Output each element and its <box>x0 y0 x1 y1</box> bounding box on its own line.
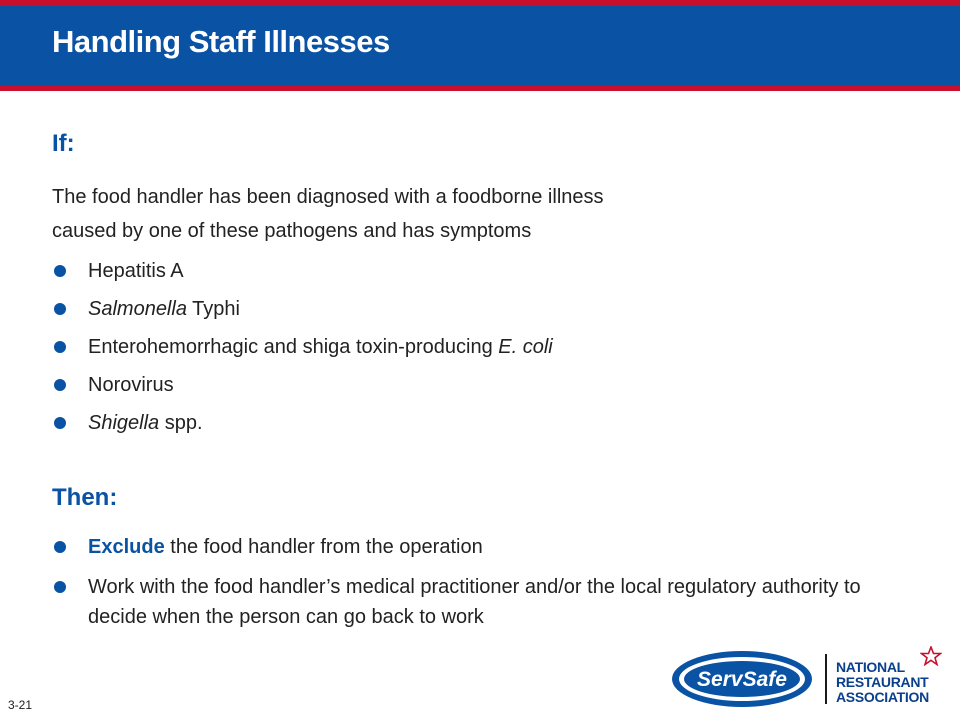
bullet-icon <box>54 541 66 553</box>
nra-line-2: RESTAURANT <box>836 674 929 690</box>
if-intro-line-1: The food handler has been diagnosed with a foodborne illness <box>52 186 604 208</box>
slide-title: Handling Staff Illnesses <box>52 24 390 59</box>
then-heading: Then: <box>52 484 118 511</box>
bullet-icon <box>54 417 66 429</box>
bullet-icon <box>54 581 66 593</box>
if-intro-text <box>52 180 812 248</box>
bullet-icon <box>54 379 66 391</box>
pathogen-item: Salmonella Typhi <box>52 294 553 332</box>
nra-line-1: NATIONAL <box>836 659 905 675</box>
servsafe-logo <box>670 648 815 710</box>
bullet-icon <box>54 341 66 353</box>
header-band <box>0 6 960 91</box>
exclude-emphasis: Exclude <box>88 536 165 558</box>
pathogen-item: Norovirus <box>52 370 553 408</box>
if-intro-line-2: caused by one of these pathogens and has symptoms <box>52 220 532 242</box>
bullet-icon <box>54 303 66 315</box>
bullet-icon <box>54 265 66 277</box>
if-heading: If: <box>52 130 75 157</box>
action-item: Work with the food handler’s medical practitioner and/or the local regulatory authority to decide when the person can go back to work <box>52 572 918 632</box>
pathogen-item: Enterohemorrhagic and shiga toxin-producing E. coli <box>52 332 553 370</box>
pathogen-item: Shigella spp. <box>52 408 553 446</box>
slide-number: 3-21 <box>8 698 33 712</box>
nra-logo <box>836 646 946 708</box>
action-item: Exclude the food handler from the operation <box>52 532 918 562</box>
pathogen-list <box>52 256 553 446</box>
nra-line-3: ASSOCIATION <box>836 689 929 705</box>
servsafe-logo-text: ServSafe <box>697 668 787 691</box>
pathogen-item: Hepatitis A <box>52 256 553 294</box>
logo-divider <box>825 654 827 704</box>
action-list <box>52 532 918 642</box>
